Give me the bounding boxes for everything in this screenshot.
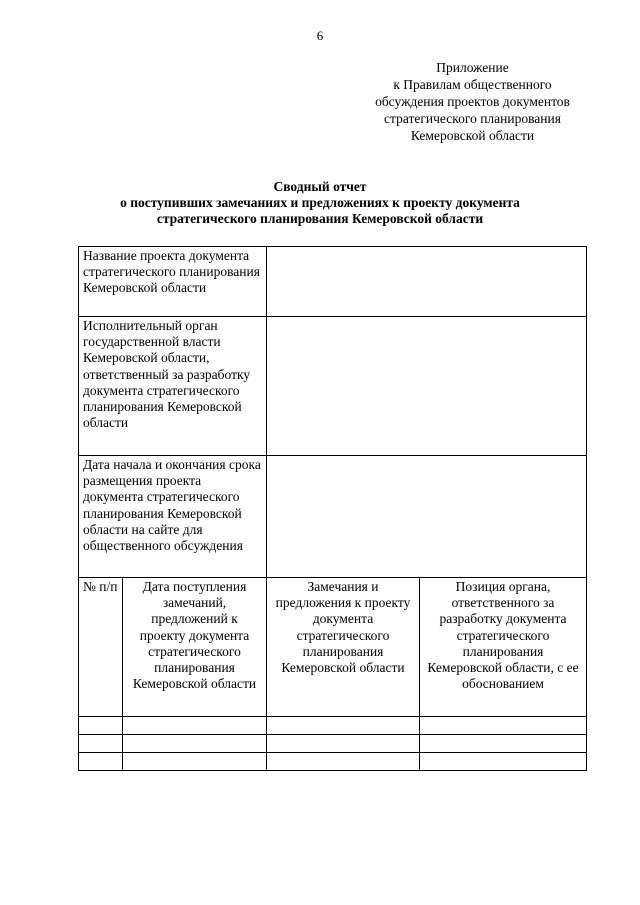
title-line: о поступивших замечаниях и предложениях к проекту документа bbox=[120, 195, 520, 210]
cell-date bbox=[123, 753, 267, 771]
responsible-body-value bbox=[267, 317, 587, 456]
table-row bbox=[79, 753, 587, 771]
cell-remarks bbox=[267, 735, 420, 753]
cell-position bbox=[420, 735, 587, 753]
project-name-value bbox=[267, 247, 587, 317]
info-row-responsible-body bbox=[79, 317, 587, 456]
header-remarks: Замечания и предложения к проекту документа стратегического планирования Кемеровской области bbox=[267, 578, 420, 717]
appendix-block bbox=[355, 59, 590, 144]
title-line: стратегического планирования Кемеровской области bbox=[156, 211, 484, 226]
responsible-body-label: Исполнительный орган государственной власти Кемеровской области, ответственный за разработку документа стратегического планирования Кемеровской области bbox=[79, 317, 267, 456]
cell-position bbox=[420, 717, 587, 735]
header-date: Дата поступления замечаний, предложений к проекту документа стратегического планирования Кемеровской области bbox=[123, 578, 267, 717]
appendix-line: Приложение bbox=[436, 60, 509, 75]
cell-remarks bbox=[267, 753, 420, 771]
appendix-line: Кемеровской области bbox=[410, 128, 535, 143]
appendix-line: обсуждения проектов документов bbox=[375, 94, 570, 109]
report-title bbox=[60, 179, 580, 227]
cell-remarks bbox=[267, 717, 420, 735]
cell-position bbox=[420, 753, 587, 771]
info-row-dates bbox=[79, 456, 587, 578]
dates-label: Дата начала и окончания срока размещения проекта документа стратегического планирования Кемеровской области на сайте для общественного обсуждения bbox=[79, 456, 267, 578]
cell-num bbox=[79, 753, 123, 771]
cell-num bbox=[79, 717, 123, 735]
report-table bbox=[78, 246, 587, 771]
title-line: Сводный отчет bbox=[273, 179, 367, 194]
page-number: 6 bbox=[316, 28, 324, 43]
info-row-project-name bbox=[79, 247, 587, 317]
appendix-line: стратегического планирования bbox=[384, 111, 561, 126]
cell-date bbox=[123, 717, 267, 735]
table-row bbox=[79, 717, 587, 735]
appendix-line: к Правилам общественного bbox=[393, 77, 552, 92]
table-row bbox=[79, 735, 587, 753]
header-position: Позиция органа, ответственного за разработку документа стратегического планирования Кемеровской области, с ее обоснованием bbox=[420, 578, 587, 717]
dates-value bbox=[267, 456, 587, 578]
cell-num bbox=[79, 735, 123, 753]
project-name-label: Название проекта документа стратегического планирования Кемеровской области bbox=[79, 247, 267, 317]
header-num: № п/п bbox=[79, 578, 123, 717]
table-header-row bbox=[79, 578, 587, 717]
cell-date bbox=[123, 735, 267, 753]
